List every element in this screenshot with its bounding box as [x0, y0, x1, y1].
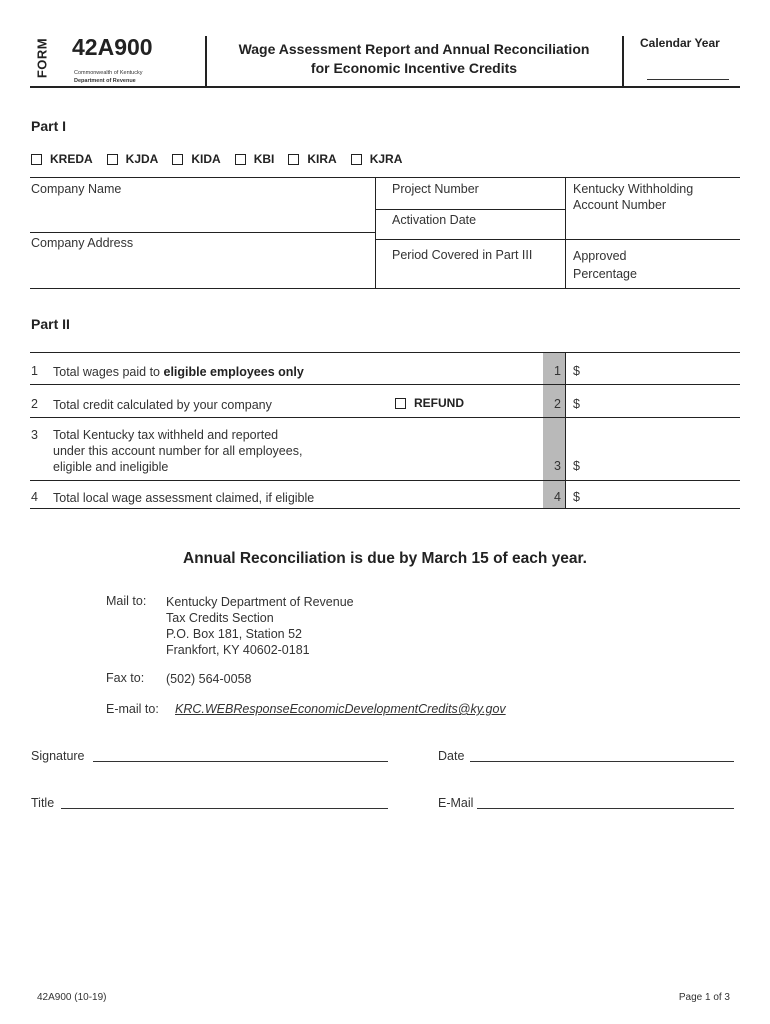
line-3-number: 3	[31, 428, 38, 442]
form-revision: 42A900 (10-19)	[37, 992, 107, 1003]
form-word: FORM	[34, 37, 50, 79]
calendar-year-label: Calendar Year	[640, 36, 720, 50]
part2-row1-rule	[30, 384, 740, 385]
company-address-field[interactable]: Company Address	[31, 236, 134, 250]
line-1-number: 1	[31, 364, 38, 378]
line-2-amount-field[interactable]: $	[573, 397, 580, 411]
line-2-description: Total credit calculated by your company	[53, 398, 272, 412]
fax-number: (502) 564-0058	[166, 672, 252, 686]
part1-col-divider-2	[565, 177, 566, 289]
mail-line-2: Tax Credits Section	[166, 611, 274, 625]
program-kjra-label: KJRA	[369, 152, 403, 166]
line-3-amount-field[interactable]: $	[573, 459, 580, 473]
withholding-account-field[interactable]	[573, 181, 693, 213]
commonwealth-text: Commonwealth of Kentucky	[74, 70, 143, 76]
program-kira[interactable]	[288, 152, 336, 166]
program-kida-label: KIDA	[191, 152, 221, 166]
line-1-text: Total wages paid to	[53, 365, 164, 379]
checkbox-kida[interactable]	[172, 154, 183, 165]
line-1-box-number: 1	[554, 364, 561, 378]
due-date-notice: Annual Reconciliation is due by March 15 of each year.	[183, 550, 587, 567]
calendar-year-field[interactable]	[647, 79, 729, 80]
part1-activation-rule	[376, 239, 740, 240]
checkbox-refund[interactable]	[395, 398, 406, 409]
mail-line-1: Kentucky Department of Revenue	[166, 595, 354, 609]
email-field-label: E-Mail	[438, 796, 474, 810]
line-2-number: 2	[31, 397, 38, 411]
part1-name-rule	[30, 232, 376, 233]
program-kjda[interactable]	[107, 152, 159, 166]
signature-label: Signature	[31, 749, 85, 763]
program-kreda-label: KREDA	[50, 152, 93, 166]
checkbox-kreda[interactable]	[31, 154, 42, 165]
checkbox-kjra[interactable]	[351, 154, 362, 165]
withholding-label-line1: Kentucky Withholding	[573, 182, 694, 196]
checkbox-kjda[interactable]	[107, 154, 118, 165]
part1-top-rule	[30, 177, 740, 178]
program-kira-label: KIRA	[307, 152, 337, 166]
form-number: 42A900	[72, 34, 153, 60]
mail-line-3: P.O. Box 181, Station 52	[166, 627, 302, 641]
mailing-address	[166, 594, 354, 658]
form-title	[212, 40, 616, 78]
fax-label: Fax to:	[106, 671, 145, 685]
part2-amount-divider	[565, 352, 566, 508]
program-checkboxes	[31, 152, 416, 166]
date-field[interactable]	[470, 761, 734, 762]
page-number: Page 1 of 3	[678, 992, 730, 1003]
part2-heading: Part II	[31, 316, 70, 332]
line-4-number: 4	[31, 490, 38, 504]
approved-label-line1: Approved	[573, 249, 627, 263]
line-3-text-1: Total Kentucky tax withheld and reported	[53, 428, 279, 442]
line-1-amount-field[interactable]: $	[573, 364, 580, 378]
line-1-emphasis: eligible employees only	[163, 365, 304, 379]
mail-line-4: Frankfort, KY 40602-0181	[166, 643, 310, 657]
email-link[interactable]: KRC.WEBResponseEconomicDevelopmentCredits@ky.gov	[175, 702, 506, 716]
checkbox-kbi[interactable]	[235, 154, 246, 165]
approved-label-line2: Percentage	[573, 267, 637, 281]
mail-to-label: Mail to:	[106, 594, 147, 608]
form-title-line1: Wage Assessment Report and Annual Reconciliation	[238, 41, 590, 57]
header-rule	[30, 86, 740, 88]
part1-col-divider-1	[375, 177, 376, 289]
refund-option[interactable]	[395, 396, 464, 410]
approved-percentage-field[interactable]	[573, 247, 637, 283]
email-label: E-mail to:	[106, 702, 159, 716]
activation-date-field[interactable]: Activation Date	[392, 213, 477, 227]
program-kreda[interactable]	[31, 152, 93, 166]
part2-row2-rule	[30, 417, 740, 418]
project-number-field[interactable]: Project Number	[392, 182, 479, 196]
program-kbi-label: KBI	[253, 152, 275, 166]
email-field[interactable]	[477, 808, 734, 809]
line-4-description: Total local wage assessment claimed, if eligible	[53, 491, 315, 505]
refund-label: REFUND	[414, 396, 464, 410]
program-kida[interactable]	[172, 152, 220, 166]
line-1-description	[53, 364, 304, 380]
department-text: Department of Revenue	[74, 78, 136, 84]
program-kbi[interactable]	[235, 152, 275, 166]
part1-bottom-rule	[30, 288, 740, 289]
header-divider-right	[622, 36, 624, 86]
checkbox-kira[interactable]	[288, 154, 299, 165]
program-kjda-label: KJDA	[125, 152, 159, 166]
part1-project-rule	[376, 209, 565, 210]
line-2-box-number: 2	[554, 397, 561, 411]
line-3-box-number: 3	[554, 459, 561, 473]
line-3-text-2: under this account number for all employees,	[53, 444, 303, 458]
title-field[interactable]	[61, 808, 388, 809]
part2-bottom-rule	[30, 508, 740, 509]
withholding-label-line2: Account Number	[573, 198, 667, 212]
company-name-field[interactable]: Company Name	[31, 182, 122, 196]
part1-heading: Part I	[31, 118, 67, 134]
form-title-line2: for Economic Incentive Credits	[310, 60, 518, 76]
line-3-description	[53, 427, 302, 475]
title-label: Title	[31, 796, 55, 810]
part2-row3-rule	[30, 480, 740, 481]
part2-top-rule	[30, 352, 740, 353]
period-covered-field[interactable]: Period Covered in Part III	[392, 248, 533, 262]
date-label: Date	[438, 749, 465, 763]
signature-field[interactable]	[93, 761, 388, 762]
header-divider-left	[205, 36, 207, 86]
program-kjra[interactable]	[351, 152, 403, 166]
line-3-text-3: eligible and ineligible	[53, 460, 169, 474]
line-4-amount-field[interactable]: $	[573, 490, 580, 504]
form-label-vertical	[22, 38, 62, 78]
line-4-box-number: 4	[554, 490, 561, 504]
